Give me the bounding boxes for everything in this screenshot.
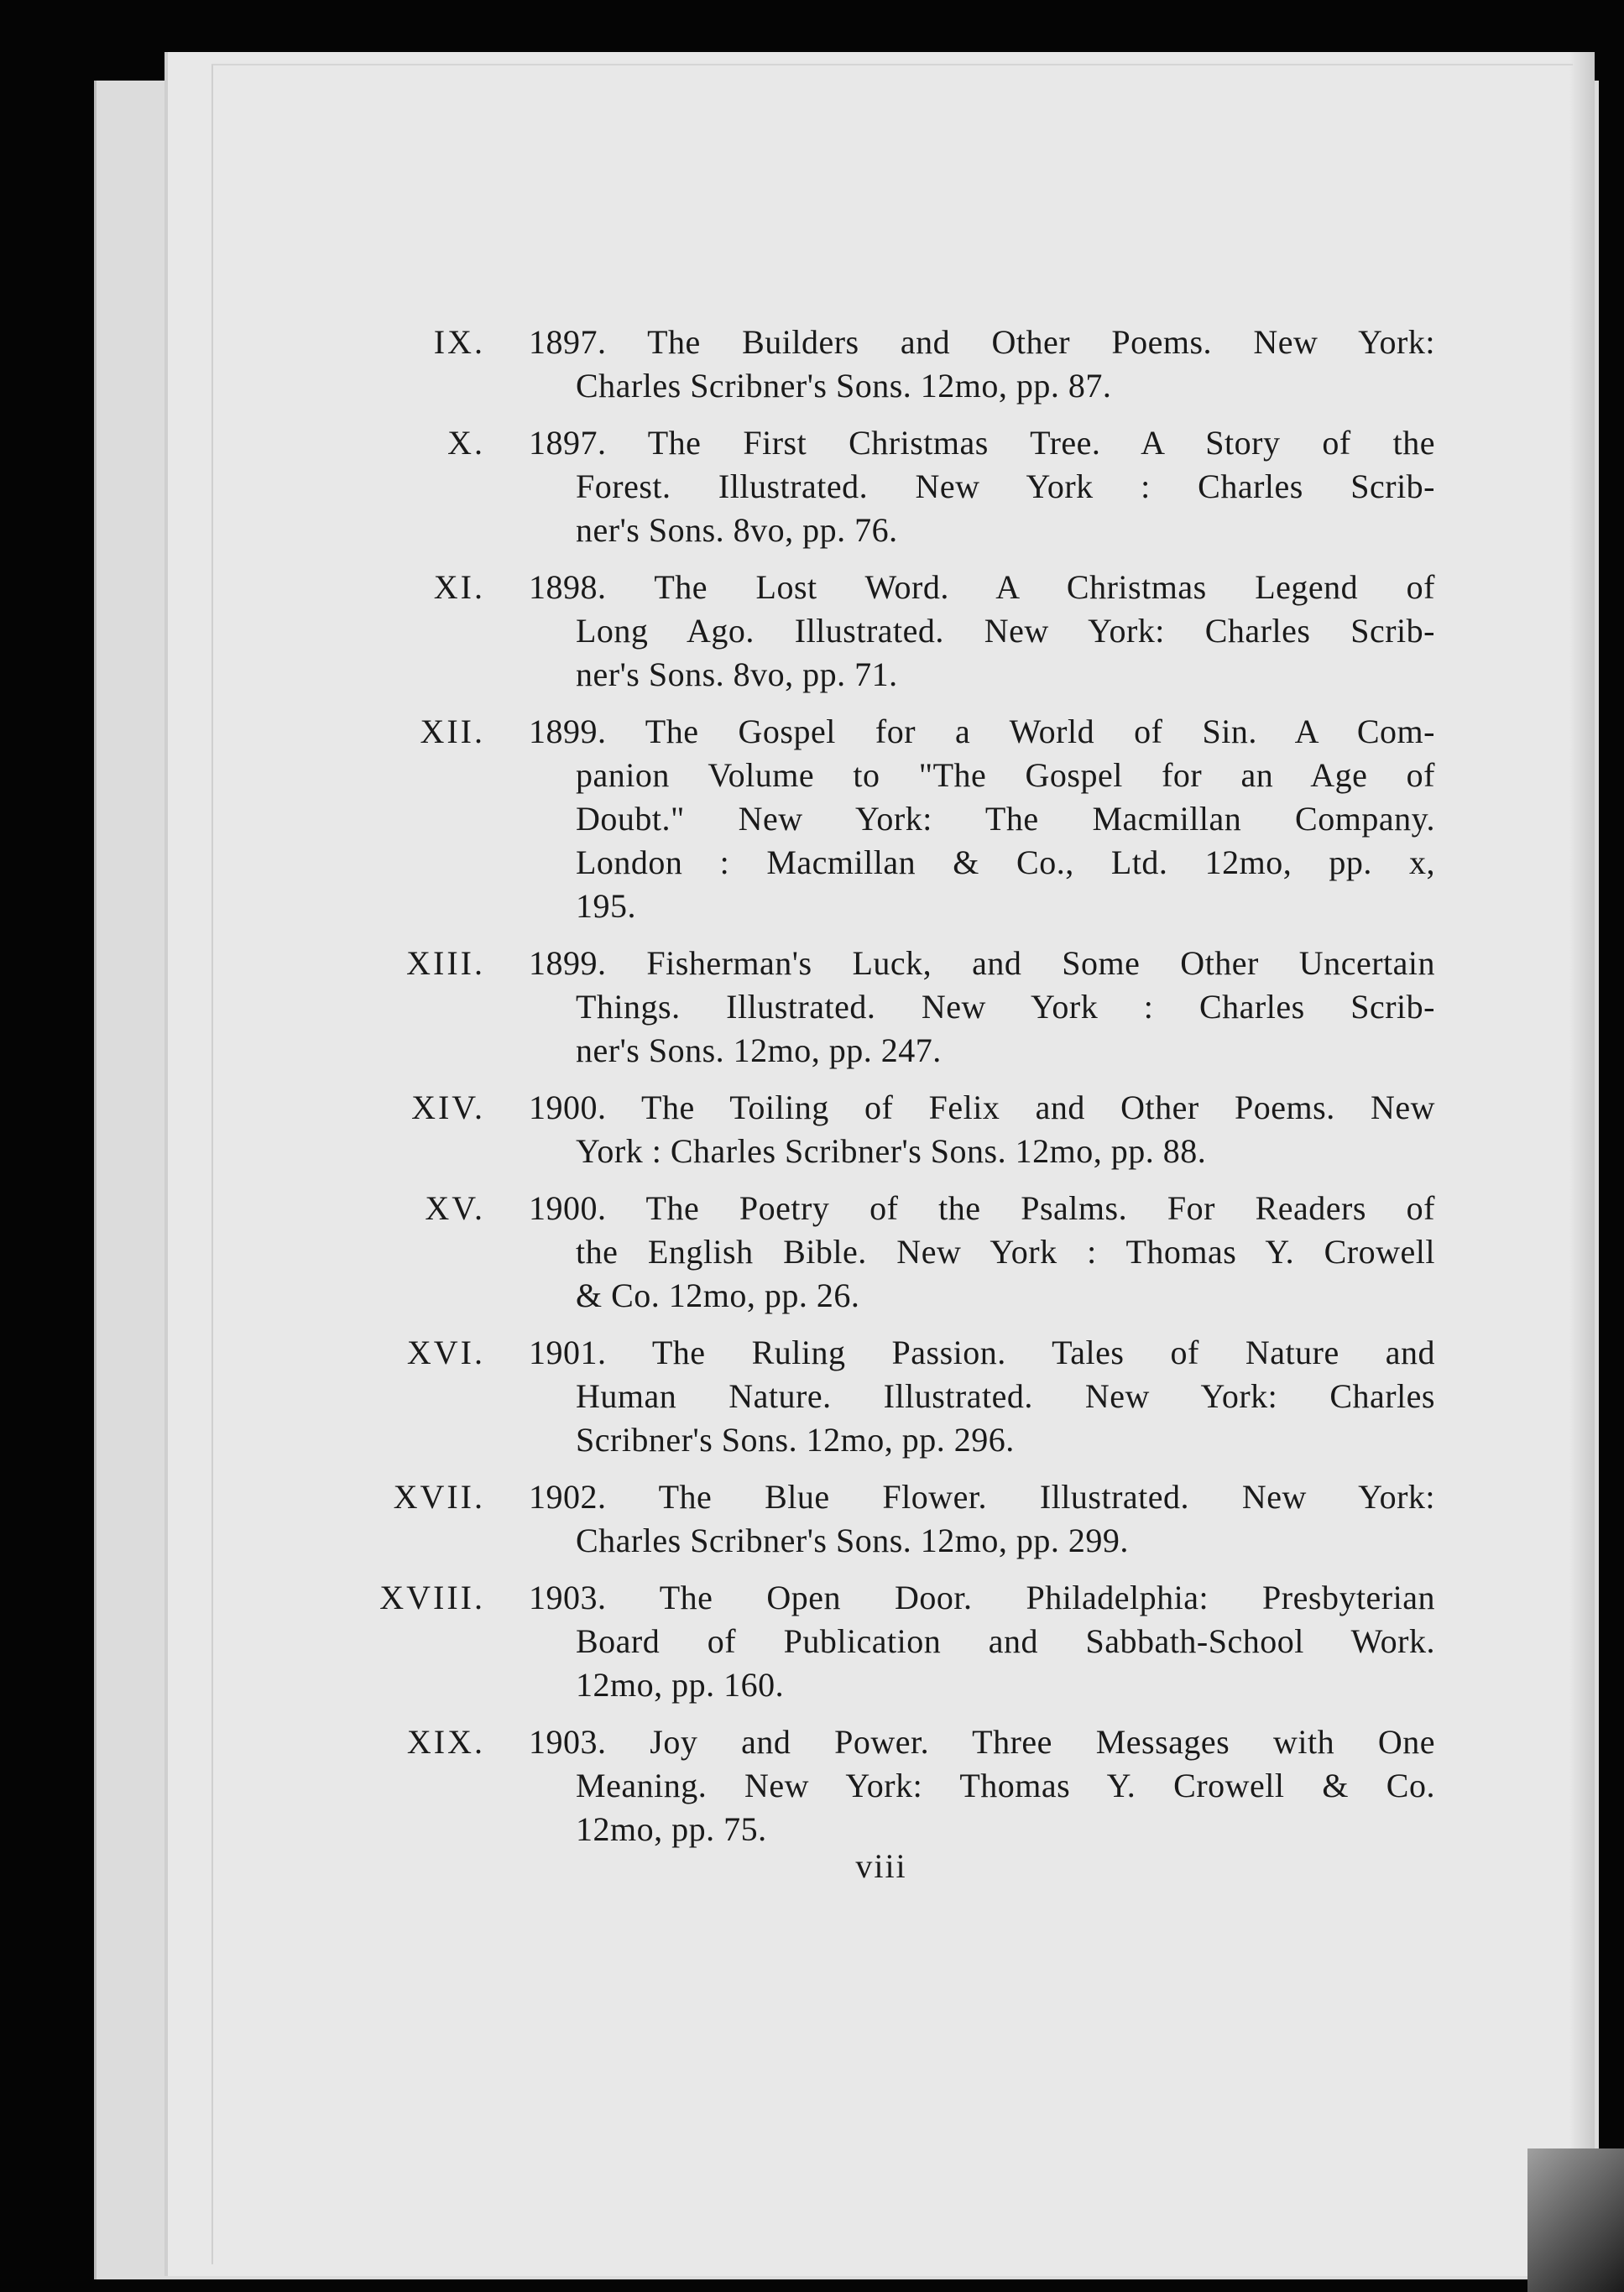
bibliography-entry xyxy=(168,1576,1595,1707)
entry-line: London : Macmillan & Co., Ltd. 12mo, pp. x, xyxy=(576,843,1435,881)
scan-corner-shadow xyxy=(1527,2148,1624,2292)
entry-line: Forest. Illustrated. New York : Charles Scrib- xyxy=(576,467,1435,505)
bibliography-entry xyxy=(168,321,1595,408)
entry-numeral: XIV. xyxy=(411,1089,485,1126)
entry-numeral: XVI. xyxy=(406,1334,485,1371)
entry-line: Scribner's Sons. 12mo, pp. 296. xyxy=(576,1421,1015,1459)
entry-text xyxy=(529,1331,1435,1462)
entry-numeral: IX. xyxy=(433,323,485,361)
entry-line: 1899. Fisherman's Luck, and Some Other Uncertain xyxy=(529,944,1435,982)
page-number: viii xyxy=(855,1847,907,1885)
entry-line: 1900. The Toiling of Felix and Other Poems. New xyxy=(529,1089,1435,1126)
bibliography-entry xyxy=(168,1187,1595,1318)
entry-line: 1897. The First Christmas Tree. A Story of the xyxy=(529,424,1435,462)
entry-line: York : Charles Scribner's Sons. 12mo, pp. 88. xyxy=(576,1132,1207,1170)
entry-line: Board of Publication and Sabbath-School Work. xyxy=(576,1622,1435,1660)
entry-line: 1903. Joy and Power. Three Messages with One xyxy=(529,1723,1435,1761)
entry-line: Doubt." New York: The Macmillan Company. xyxy=(576,800,1435,838)
entry-numeral: XVII. xyxy=(393,1478,485,1516)
entry-text xyxy=(529,1475,1435,1563)
entry-line: 195. xyxy=(576,887,636,925)
entry-line: Human Nature. Illustrated. New York: Charles xyxy=(576,1377,1435,1415)
entry-numeral: X. xyxy=(447,424,485,462)
entry-line: Charles Scribner's Sons. 12mo, pp. 87. xyxy=(576,367,1112,405)
entry-text xyxy=(529,1720,1435,1851)
entry-text xyxy=(529,942,1435,1073)
entry-line: Things. Illustrated. New York : Charles Scrib- xyxy=(576,988,1435,1026)
entry-text xyxy=(529,321,1435,408)
entry-line: 12mo, pp. 160. xyxy=(576,1666,785,1704)
entry-text xyxy=(529,1187,1435,1318)
entry-numeral: XVIII. xyxy=(379,1579,485,1616)
entry-line: & Co. 12mo, pp. 26. xyxy=(576,1277,860,1314)
entry-line: 1899. The Gospel for a World of Sin. A Com- xyxy=(529,713,1435,750)
entry-numeral: XIII. xyxy=(406,944,485,982)
entry-numeral: XI. xyxy=(433,568,485,606)
bibliography-entry xyxy=(168,1331,1595,1462)
entry-line: ner's Sons. 8vo, pp. 71. xyxy=(576,655,898,693)
entry-text xyxy=(529,566,1435,697)
entry-line: the English Bible. New York : Thomas Y. Crowell xyxy=(576,1233,1435,1271)
book-page xyxy=(168,52,1595,2276)
entry-line: panion Volume to "The Gospel for an Age of xyxy=(576,756,1435,794)
entry-line: 1901. The Ruling Passion. Tales of Nature and xyxy=(529,1334,1435,1371)
entry-line: Charles Scribner's Sons. 12mo, pp. 299. xyxy=(576,1522,1129,1559)
entry-text xyxy=(529,710,1435,928)
entry-numeral: XIX. xyxy=(406,1723,485,1761)
bibliography-entry xyxy=(168,1475,1595,1563)
bibliography-list xyxy=(168,321,1595,1865)
entry-line: 1902. The Blue Flower. Illustrated. New York: xyxy=(529,1478,1435,1516)
bibliography-entry xyxy=(168,710,1595,928)
entry-text xyxy=(529,1576,1435,1707)
bibliography-entry xyxy=(168,1086,1595,1173)
entry-line: 1900. The Poetry of the Psalms. For Readers of xyxy=(529,1189,1435,1227)
entry-text xyxy=(529,1086,1435,1173)
entry-line: 12mo, pp. 75. xyxy=(576,1810,767,1848)
bibliography-entry xyxy=(168,566,1595,697)
entry-line: 1898. The Lost Word. A Christmas Legend of xyxy=(529,568,1435,606)
bibliography-entry xyxy=(168,1720,1595,1851)
entry-line: Meaning. New York: Thomas Y. Crowell & Co. xyxy=(576,1767,1435,1804)
entry-line: Long Ago. Illustrated. New York: Charles Scrib- xyxy=(576,612,1435,650)
bibliography-entry xyxy=(168,942,1595,1073)
entry-numeral: XII. xyxy=(420,713,485,750)
entry-line: 1897. The Builders and Other Poems. New York: xyxy=(529,323,1435,361)
bibliography-entry xyxy=(168,421,1595,552)
entry-numeral: XV. xyxy=(425,1189,485,1227)
entry-line: ner's Sons. 12mo, pp. 247. xyxy=(576,1031,942,1069)
entry-line: 1903. The Open Door. Philadelphia: Presbyterian xyxy=(529,1579,1435,1616)
entry-line: ner's Sons. 8vo, pp. 76. xyxy=(576,511,898,549)
entry-text xyxy=(529,421,1435,552)
